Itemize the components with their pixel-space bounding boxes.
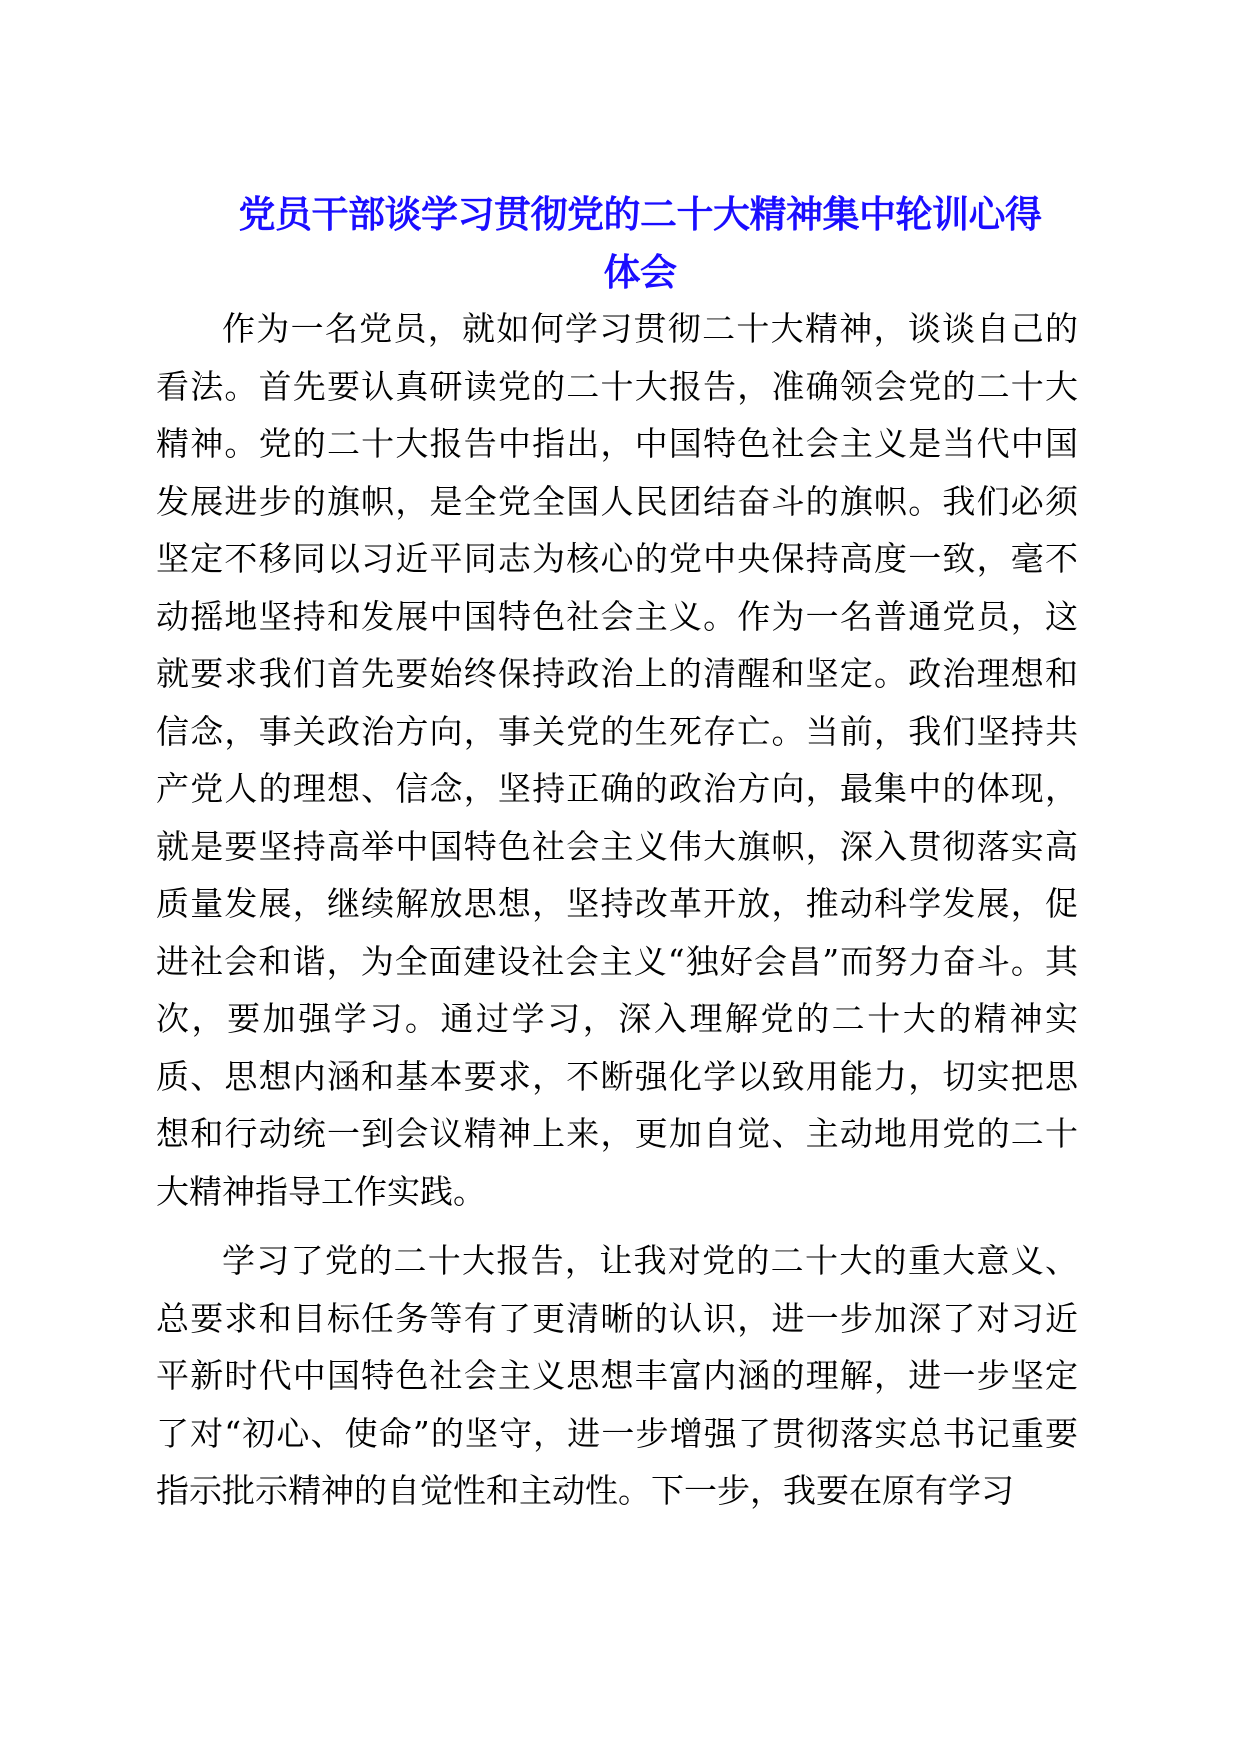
body-paragraph-2: 学习了党的二十大报告，让我对党的二十大的重大意义、总要求和目标任务等有了更清晰的认识，进一步加深了对习近平新时代中国特色社会主义思想丰富内涵的理解，进一步坚定了对“初心、使命”的坚守，进一步增强了贯彻落实总书记重要指示批示精神的自觉性和主动性。下一步，我要在原有学习 — [156, 1241, 1078, 1510]
title-line-1: 党员干部谈学习贯彻党的二十大精神集中轮训心得 — [238, 193, 1042, 236]
document-body — [156, 300, 1078, 1520]
body-paragraph-1: 作为一名党员，就如何学习贯彻二十大精神，谈谈自己的看法。首先要认真研读党的二十大报告，准确领会党的二十大精神。党的二十大报告中指出，中国特色社会主义是当代中国发展进步的旗帜，是全党全国人民团结奋斗的旗帜。我们必须坚定不移同以习近平同志为核心的党中央保持高度一致，毫不动摇地坚持和发展中国特色社会主义。作为一名普通党员，这就要求我们首先要始终保持政治上的清醒和坚定。政治理想和信念，事关政治方向，事关党的生死存亡。当前，我们坚持共产党人的理想、信念，坚持正确的政治方向，最集中的体现，就是要坚持高举中国特色社会主义伟大旗帜，深入贯彻落实高质量发展，继续解放思想，坚持改革开放，推动科学发展，促进社会和谐，为全面建设社会主义“独好会昌”而努力奋斗。其次，要加强学习。通过学习，深入理解党的二十大的精神实质、思想内涵和基本要求，不断强化学以致用能力，切实把思想和行动统一到会议精神上来，更加自觉、主动地用党的二十大精神指导工作实践。 — [156, 309, 1078, 1211]
document-title — [200, 186, 1080, 302]
title-line-2: 体会 — [603, 251, 677, 294]
